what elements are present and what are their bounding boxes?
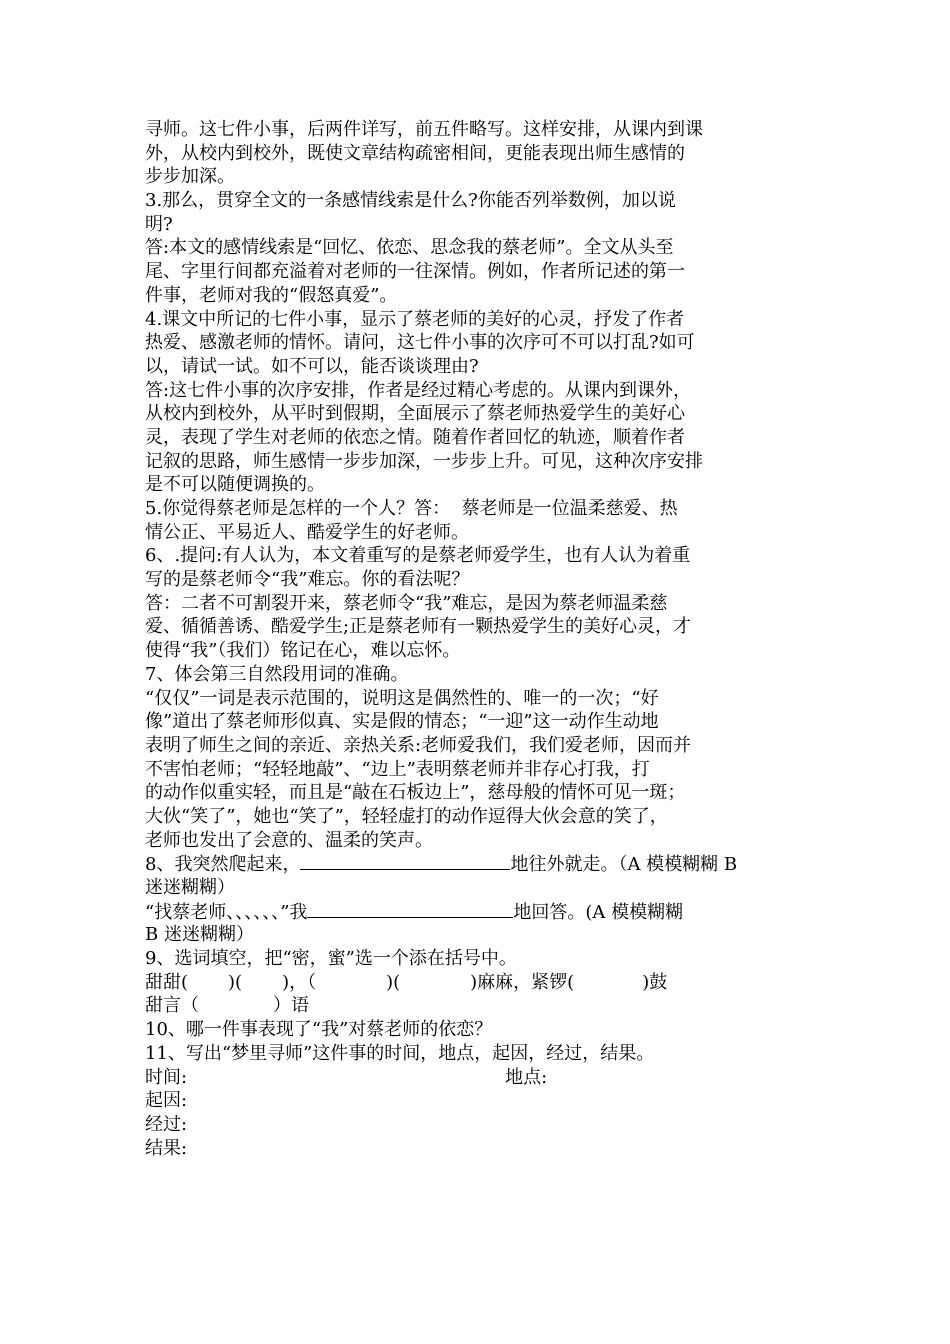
text-line: 记叙的思路，师生感情一步步加深，一步步上升。可见，这种次序安排 [145, 450, 703, 472]
text-line: B 迷迷糊糊） [145, 924, 254, 946]
answer-3: 答:本文的感情线索是“回忆、依恋、思念我的蔡老师”。全文从头至 [145, 237, 674, 259]
q9-part: )，（ [282, 971, 317, 993]
q9-part: )鼓 [642, 971, 668, 993]
text-line: 从校内到校外，从平时到假期，全面展示了蔡老师热爱学生的美好心 [145, 403, 685, 425]
question-9b [145, 994, 813, 1018]
question-8b-prefix: “找蔡老师、、、、、、”我 [145, 901, 308, 923]
text-line: 不害怕老师；“轻轻地敲”、“边上”表明蔡老师并非存心打我，打 [145, 758, 650, 780]
question-8a [145, 852, 813, 876]
text-line: 使得“我”（我们）铭记在心，难以忘怀。 [145, 640, 461, 662]
text-line: 灵，表现了学生对老师的依恋之情。随着作者回忆的轨迹，顺着作者 [145, 426, 685, 448]
place-label: 地点: [505, 1066, 548, 1088]
text-line: 尾、字里行间都充溢着对老师的一往深情。例如，作者所记述的第一 [145, 261, 685, 283]
question-8b-suffix: 地回答。(A 模模糊糊 [513, 901, 684, 923]
text-line: 大伙“笑了”，她也“笑了”，轻轻虚打的动作逗得大伙会意的笑了， [145, 805, 668, 827]
q9b-suffix: ）语 [273, 995, 309, 1017]
question-6: 6、.提问:有人认为，本文着重写的是蔡老师爱学生，也有人认为着重 [145, 545, 691, 567]
time-label: 时间: [145, 1066, 188, 1088]
text-line: 写的是蔡老师令“我”难忘。你的看法呢？ [145, 569, 470, 591]
text-line: 像”道出了蔡老师形似真、实是假的情态；“一迎”这一动作生动地 [145, 711, 659, 733]
fill-blank[interactable] [307, 900, 513, 918]
q9-part: 甜甜( [145, 971, 189, 993]
question-9: 9、选词填空，把“密，蜜”选一个添在括号中。 [145, 948, 517, 970]
text-line: 是不可以随便调换的。 [145, 474, 325, 496]
answer-4: 答:这七件小事的次序安排，作者是经过精心考虑的。从课内到课外， [145, 379, 692, 401]
question-8a-prefix: 8、我突然爬起来， [145, 854, 301, 876]
text-line: 明? [145, 213, 173, 235]
question-10: 10、哪一件事表现了“我”对蔡老师的依恋？ [145, 1019, 493, 1041]
time-place-row [145, 1066, 813, 1090]
text-line: 件事，老师对我的“假怒真爱”。 [145, 284, 398, 306]
q9-part: )( [386, 971, 401, 993]
text-line: 以，请试一试。如不可以，能否谈谈理由? [145, 355, 479, 377]
q9b-prefix: 甜言（ [145, 995, 199, 1017]
cause-label: 起因: [145, 1090, 188, 1112]
question-8b [145, 900, 813, 924]
text-line: 情公正、平易近人、酷爱学生的好老师。 [145, 521, 469, 543]
q9-part: )麻麻，紧锣( [470, 971, 575, 993]
text-line: 迷迷糊糊） [145, 877, 235, 898]
question-3: 3.那么，贯穿全文的一条感情线索是什么?你能否列举数例，加以说 [145, 190, 676, 212]
text-line: 寻师。这七件小事，后两件详写，前五件略写。这样安排，从课内到课 [145, 119, 703, 140]
text-line: 爱、循循善诱、酷爱学生;正是蔡老师有一颗热爱学生的美好心灵，才 [145, 616, 692, 638]
text-line: 表明了师生之间的亲近、亲热关系:老师爱我们，我们爱老师，因而并 [145, 734, 692, 756]
fill-blank[interactable] [300, 852, 510, 870]
question-7: 7、体会第三自然段用词的准确。 [145, 663, 409, 685]
text-line: 老师也发出了会意的、温柔的笑声。 [145, 829, 433, 851]
question-8a-suffix: 地往外就走。（A 模模糊糊 B [510, 854, 738, 876]
document-page [145, 118, 813, 1160]
answer-7: “仅仅”一词是表示范围的，说明这是偶然性的、唯一的一次；“好 [145, 687, 659, 709]
question-11: 11、写出“梦里寻师”这件事的时间，地点，起因，经过，结果。 [145, 1042, 655, 1064]
q9-part: )( [228, 971, 243, 993]
question-5: 5.你觉得蔡老师是怎样的一个人？答： 蔡老师是一位温柔慈爱、热 [145, 498, 678, 519]
text-line: 热爱、感激老师的情怀。请问，这七件小事的次序可不可以打乱?如可 [145, 332, 695, 354]
text-line: 外，从校内到校外，既使文章结构疏密相间，更能表现出师生感情的 [145, 142, 685, 164]
text-line: 步步加深。 [145, 166, 235, 188]
question-9-blanks [145, 971, 813, 995]
process-label: 经过: [145, 1113, 188, 1135]
answer-6: 答：二者不可割裂开来，蔡老师令“我”难忘，是因为蔡老师温柔慈 [145, 592, 668, 614]
result-label: 结果: [145, 1137, 188, 1159]
question-4: 4.课文中所记的七件小事，显示了蔡老师的美好的心灵，抒发了作者 [145, 308, 685, 330]
text-line: 的动作似重实轻，而且是“敲在石板边上”，慈母般的情怀可见一斑； [145, 782, 686, 804]
